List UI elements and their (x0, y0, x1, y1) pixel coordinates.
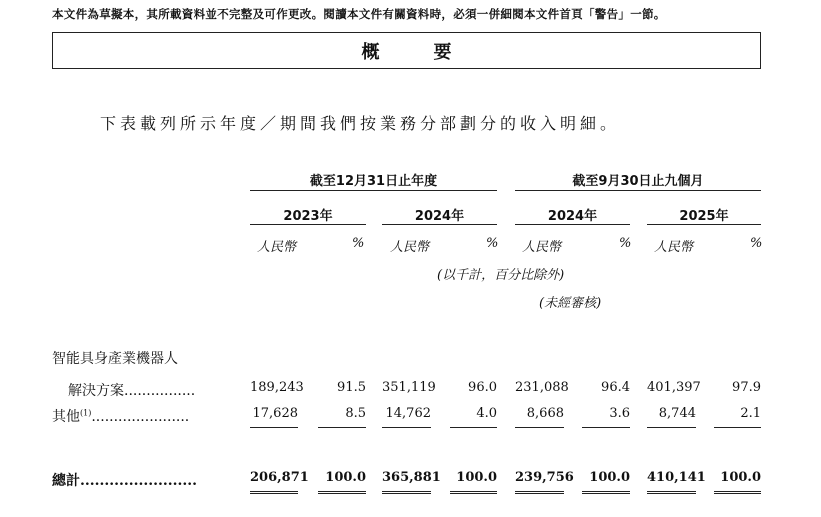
subtotal-rule (382, 427, 431, 428)
subtotal-rule (515, 427, 564, 428)
subtotal-rule (250, 427, 298, 428)
cell-other-2024s-pct: 3.6 (609, 406, 630, 421)
year-rule (382, 224, 497, 225)
draft-notice: 本文件為草擬本，其所載資料並不完整及可作更改。閱讀本文件有關資料時，必須一併細閱本文件首頁「警告」一節。 (52, 7, 666, 21)
row-label-embodied: 智能具身產業機器人 (52, 351, 178, 367)
section-title-box (52, 32, 761, 69)
total-double-rule (450, 491, 497, 494)
cell-total-2025-pct: 100.0 (720, 470, 761, 485)
subtotal-rule (647, 427, 696, 428)
unit-pct: % (750, 236, 763, 251)
unit-rmb: 人民幣 (522, 240, 562, 255)
cell-other-2024-pct: 4.0 (476, 406, 497, 421)
unit-rmb: 人民幣 (257, 240, 297, 255)
period-header-year-end: 截至12月31日止年度 (309, 174, 438, 189)
total-double-rule (250, 491, 298, 494)
cell-other-2024s-rmb: 8,668 (526, 406, 564, 421)
unit-rmb: 人民幣 (390, 240, 430, 255)
cell-other-2025-pct: 2.1 (740, 406, 761, 421)
section-title: 概 要 (361, 41, 470, 63)
cell-total-2025-rmb: 410,141 (647, 470, 706, 485)
cell-embodied-2024s-rmb: 231,088 (515, 380, 569, 395)
year-rule (647, 224, 761, 225)
period-header-nine-months: 截至9月30日止九個月 (572, 174, 704, 189)
unit-pct: % (619, 236, 632, 251)
cell-total-2024s-rmb: 239,756 (515, 470, 574, 485)
cell-total-2023-pct: 100.0 (325, 470, 366, 485)
row-label-embodied-cont: 解決方案................ (68, 383, 196, 399)
header-rule (250, 190, 497, 191)
total-double-rule (582, 491, 630, 494)
total-double-rule (647, 491, 696, 494)
cell-total-2024s-pct: 100.0 (589, 470, 630, 485)
subtotal-rule (318, 427, 366, 428)
cell-embodied-2025-rmb: 401,397 (647, 380, 701, 395)
note-unaudited: (未經審核) (539, 296, 602, 311)
total-double-rule (382, 491, 431, 494)
row-label-other: 其他$^{(1)}$...................... (52, 408, 190, 425)
cell-total-2024-pct: 100.0 (456, 470, 497, 485)
unit-pct: % (352, 236, 365, 251)
cell-embodied-2024s-pct: 96.4 (601, 380, 630, 395)
unit-pct: % (486, 236, 499, 251)
year-header: 2024年 (414, 209, 465, 224)
year-header: 2023年 (283, 209, 333, 224)
cell-total-2024-rmb: 365,881 (382, 470, 441, 485)
year-header: 2024年 (547, 209, 598, 224)
cell-other-2024-rmb: 14,762 (385, 406, 431, 421)
total-double-rule (714, 491, 761, 494)
intro-text: 下表載列所示年度／期間我們按業務分部劃分的收入明細。 (100, 114, 621, 133)
cell-embodied-2023-rmb: 189,243 (250, 380, 304, 395)
cell-other-2023-pct: 8.5 (345, 406, 366, 421)
cell-other-2023-rmb: 17,628 (252, 406, 298, 421)
note-thousands: (以千計，百分比除外) (437, 268, 565, 283)
cell-total-2023-rmb: 206,871 (250, 470, 309, 485)
subtotal-rule (714, 427, 761, 428)
cell-embodied-2023-pct: 91.5 (337, 380, 366, 395)
row-label-total: 總計........................ (52, 473, 197, 489)
year-rule (250, 224, 366, 225)
cell-other-2025-rmb: 8,744 (658, 406, 696, 421)
subtotal-rule (582, 427, 630, 428)
subtotal-rule (450, 427, 497, 428)
header-rule (515, 190, 761, 191)
year-rule (515, 224, 630, 225)
total-double-rule (515, 491, 564, 494)
cell-embodied-2024-rmb: 351,119 (382, 380, 436, 395)
cell-embodied-2025-pct: 97.9 (732, 380, 761, 395)
year-header: 2025年 (679, 209, 729, 224)
total-double-rule (318, 491, 366, 494)
cell-embodied-2024-pct: 96.0 (468, 380, 497, 395)
unit-rmb: 人民幣 (654, 240, 694, 255)
